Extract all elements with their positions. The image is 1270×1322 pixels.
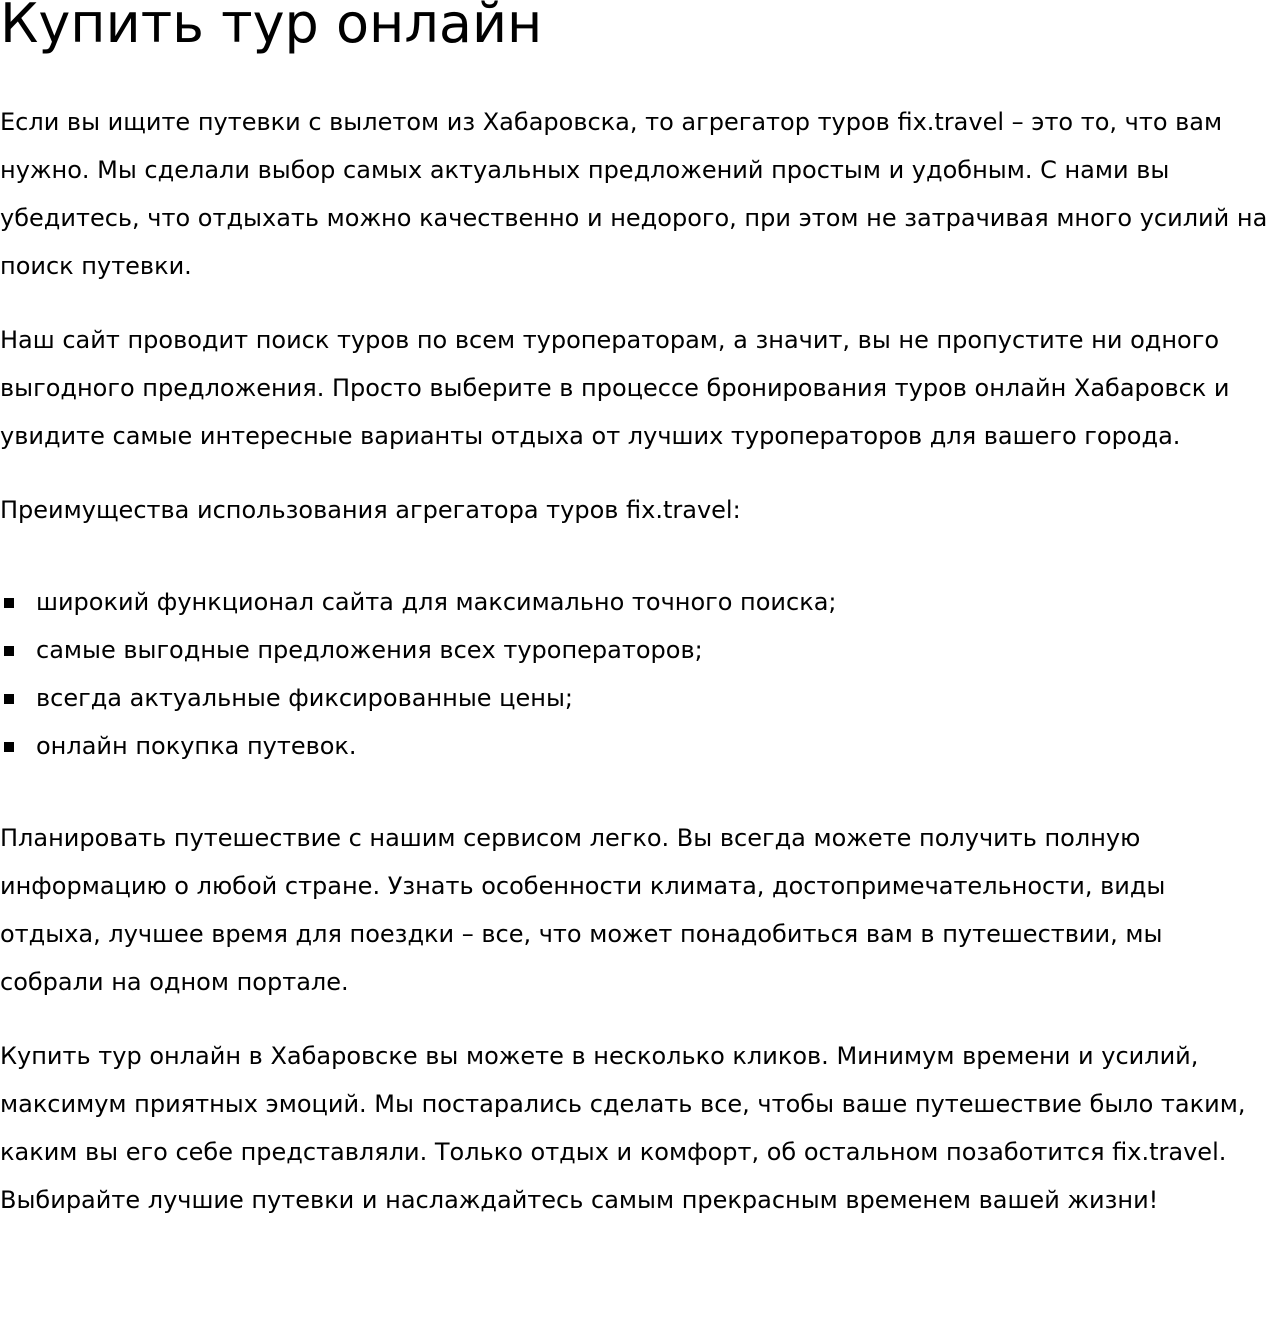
list-item	[0, 674, 1270, 722]
search-paragraph: Наш сайт проводит поиск туров по всем туроператорам, а значит, вы не пропустите ни одного выгодного предложения. Просто выберите в процессе бронирования туров онлайн Хабаровск и увидите самые интересные варианты отдыха от лучших туроператоров для вашего города.	[0, 326, 1230, 450]
list-item	[0, 626, 1270, 674]
advantages-list	[0, 578, 1270, 770]
page-title: Купить тур онлайн	[0, 0, 543, 55]
square-bullet-icon	[4, 646, 14, 656]
list-item-text: самые выгодные предложения всех туроператоров;	[36, 636, 703, 664]
list-item-text: онлайн покупка путевок.	[36, 732, 357, 760]
planning-paragraph: Планировать путешествие с нашим сервисом легко. Вы всегда можете получить полную информацию о любой стране. Узнать особенности климата, достопримечательности, виды отдыха, лучшее время для поездки – все, что может понадобиться вам в путешествии, мы собрали на одном портале.	[0, 824, 1166, 996]
square-bullet-icon	[4, 598, 14, 608]
list-item-text: всегда актуальные фиксированные цены;	[36, 684, 573, 712]
list-item	[0, 578, 1270, 626]
intro-paragraph: Если вы ищите путевки с вылетом из Хабаровска, то агрегатор туров fix.travel – это то, что вам нужно. Мы сделали выбор самых актуальных предложений простым и удобным. С нами вы убедитесь, что отдыхать можно качественно и недорого, при этом не затрачивая много усилий на поиск путевки.	[0, 108, 1268, 280]
closing-paragraph: Купить тур онлайн в Хабаровске вы можете в несколько кликов. Минимум времени и усилий, максимум приятных эмоций. Мы постарались сделать все, чтобы ваше путешествие было таким, каким вы его себе представляли. Только отдых и комфорт, об остальном позаботится fix.travel. Выбирайте лучшие путевки и наслаждайтесь самым прекрасным временем вашей жизни!	[0, 1042, 1246, 1214]
square-bullet-icon	[4, 742, 14, 752]
advantages-intro: Преимущества использования агрегатора туров fix.travel:	[0, 496, 741, 524]
list-item-text: широкий функционал сайта для максимально точного поиска;	[36, 588, 837, 616]
square-bullet-icon	[4, 694, 14, 704]
list-item	[0, 722, 1270, 770]
